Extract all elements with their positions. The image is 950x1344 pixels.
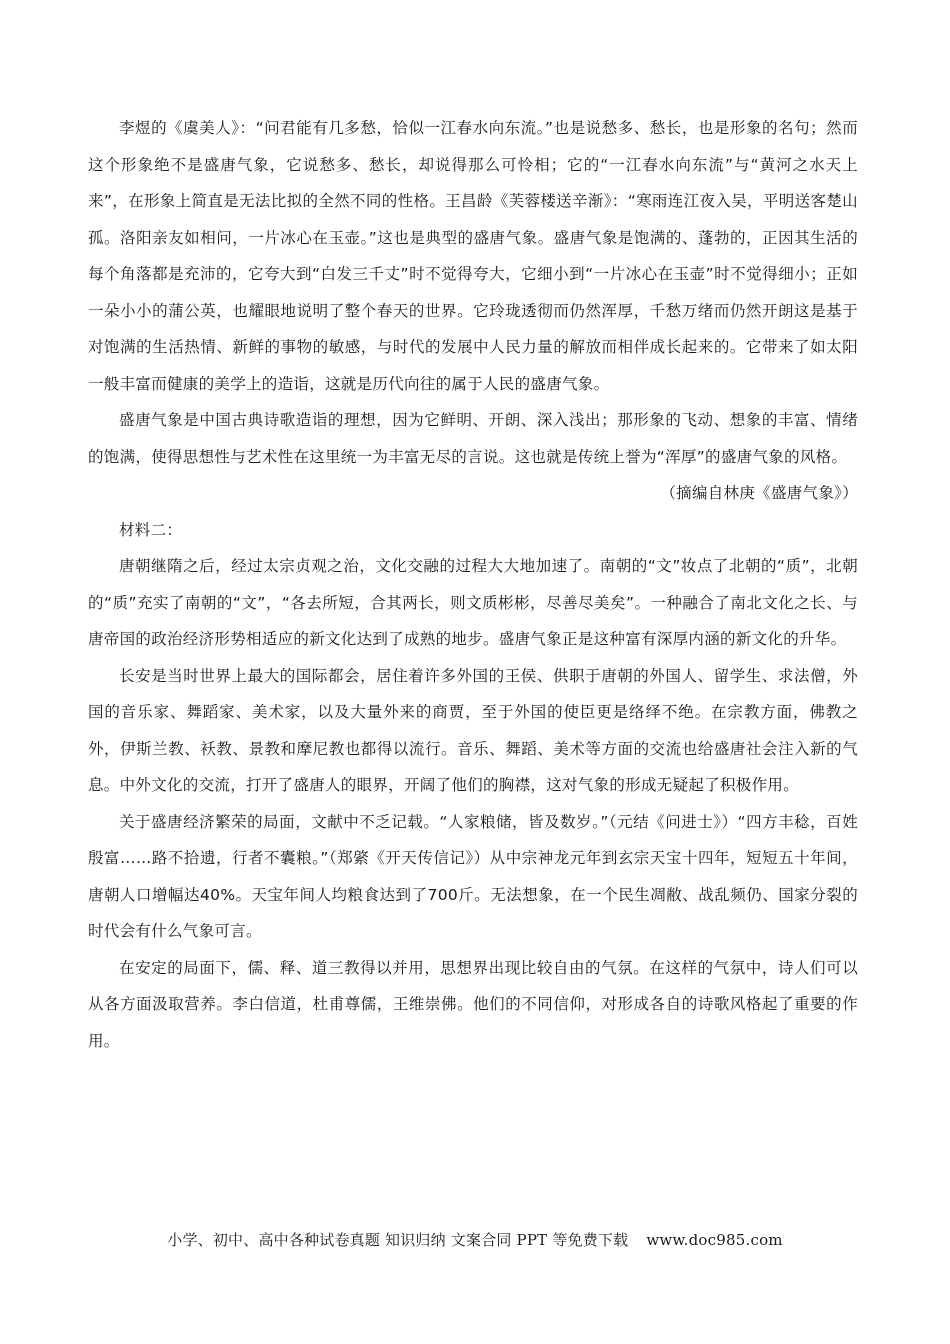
paragraph: 唐朝继隋之后，经过太宗贞观之治，文化交融的过程大大地加速了。南朝的“文”妆点了北朝的“质”，北朝的“质”充实了南朝的“文”，“各去所短，合其两长，则文质彬彬，尽善尽美矣”。一种融合了南北文化之长、与唐帝国的政治经济形势相适应的新文化达到了成熟的地步。盛唐气象正是这种富有深厚内涵的新文化的升华。 xyxy=(88,557,858,648)
paragraph: 在安定的局面下，儒、释、道三教得以并用，思想界出现比较自由的气氛。在这样的气氛中，诗人们可以从各方面汲取营养。李白信道，杜甫尊儒，王维崇佛。他们的不同信仰，对形成各自的诗歌风格起了重要的作用。 xyxy=(88,958,858,1050)
paragraph: 关于盛唐经济繁荣的局面，文献中不乏记载。“人家粮储，皆及数岁。”（元结《问进士》）“四方丰稔，百姓殷富……路不拾遗，行者不囊粮。”（郑綮《开天传信记》）从中宗神龙元年到玄宗天宝十四年，短短五十年间，唐朝人口增幅达40%。天宝年间人均粮食达到了700斤。无法想象，在一个民生凋敝、战乱频仍、国家分裂的时代会有什么气象可言。 xyxy=(88,812,858,940)
material-label: 材料二： xyxy=(119,520,183,539)
paragraph: 长安是当时世界上最大的国际都会，居住着许多外国的王侯、供职于唐朝的外国人、留学生、求法僧，外国的音乐家、舞蹈家、美术家，以及大量外来的商贾，至于外国的使臣更是络绎不绝。在宗教方面，佛教之外，伊斯兰教、袄教、景教和摩尼教也都得以流行。音乐、舞蹈、美术等方面的交流也给盛唐社会注入新的气息。中外文化的交流，打开了盛唐人的眼界，开阔了他们的胸襟，这对气象的形成无疑起了积极作用。 xyxy=(88,666,858,794)
source-citation: （摘编自林庚《盛唐气象》） xyxy=(660,484,858,502)
footer-text: 小学、初中、高中各种试卷真题 知识归纳 文案合同 PPT 等免费下载 xyxy=(167,1231,629,1249)
page-footer xyxy=(0,1229,950,1250)
paragraph: 盛唐气象是中国古典诗歌造诣的理想，因为它鲜明、开朗、深入浅出；那形象的飞动、想象的丰富、情绪的饱满，使得思想性与艺术性在这里统一为丰富无尽的言说。这也就是传统上誉为“浑厚”的盛唐气象的风格。 xyxy=(88,411,858,466)
footer-link[interactable]: www.doc985.com xyxy=(646,1231,783,1249)
document-body xyxy=(88,110,858,1059)
paragraph: 李煜的《虞美人》：“问君能有几多愁，恰似一江春水向东流。”也是说愁多、愁长，也是形象的名句；然而这个形象绝不是盛唐气象，它说愁多、愁长，却说得那么可怜相；它的“一江春水向东流”与“黄河之水天上来”，在形象上简直是无法比拟的全然不同的性格。王昌龄《芙蓉楼送辛渐》：“寒雨连江夜入吴，平明送客楚山孤。洛阳亲友如相问，一片冰心在玉壶。”这也是典型的盛唐气象。盛唐气象是饱满的、蓬勃的，正因其生活的每个角落都是充沛的，它夸大到“白发三千丈”时不觉得夸大，它细小到“一片冰心在玉壶”时不觉得细小；正如一朵小小的蒲公英，也耀眼地说明了整个春天的世界。它玲珑透彻而仍然浑厚，千愁万绪而仍然开朗这是基于对饱满的生活热情、新鲜的事物的敏感，与时代的发展中人民力量的解放而相伴成长起来的。它带来了如太阳一般丰富而健康的美学上的造诣，这就是历代向往的属于人民的盛唐气象。 xyxy=(88,119,858,393)
